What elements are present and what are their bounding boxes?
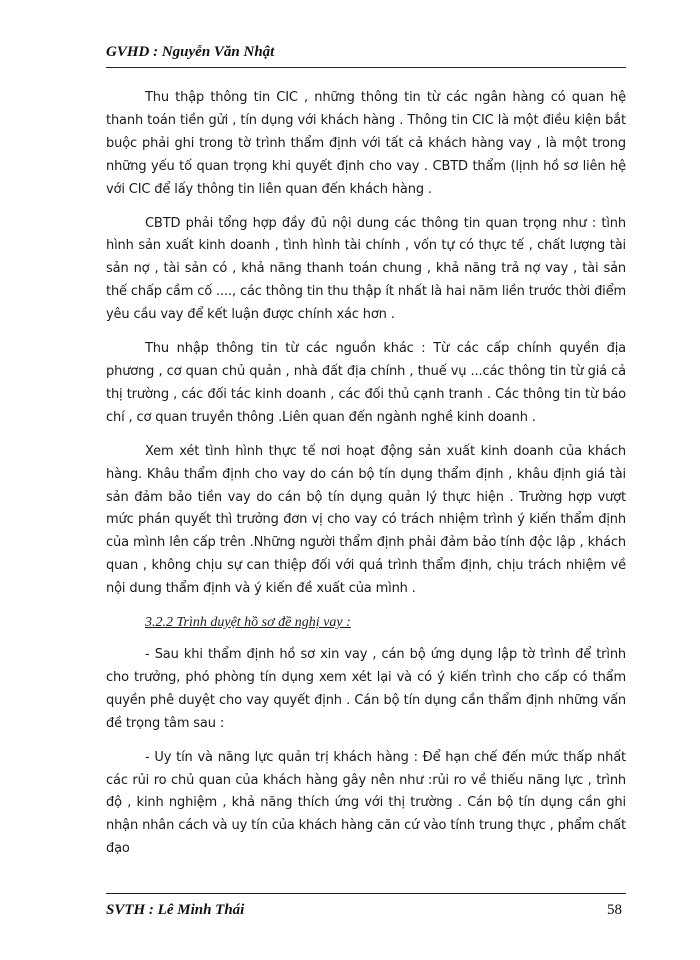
- section-heading-text: 3.2.2 Trình duyệt hồ sơ đề nghị vay :: [145, 615, 351, 631]
- footer-rule: [106, 893, 626, 894]
- paragraph-cbtd: CBTD phải tổng hợp đầy đủ nội dung các thông tin quan trọng như : tình hình sản xuất kinh doanh , tình hình tài chính , vốn tự có thực tế , chất lượng tài sản nợ , tài sản có , khả năng thanh toán chung , khả năng trả nợ vay , tài sản thế chấp cầm cố ...., các thông tin thu thập ít nhất là hai năm liền trước thời điểm yêu cầu vay để kết luận được chính xác hơn .: [106, 215, 626, 323]
- supervisor-label: GVHD : Nguyễn Văn Nhật: [106, 44, 275, 60]
- paragraph-site-review: Xem xét tình hình thực tế nơi hoạt động sản xuất kinh doanh của khách hàng. Khâu thẩm định cho vay do cán bộ tín dụng thẩm định , khâu định giá tài sản đảm bảo tiền vay do cán bộ tín dụng quản lý thực hiện . Trường hợp vượt mức phán quyết thì trưởng đơn vị cho vay có trách nhiệm trình ý kiến thẩm định của mình lên cấp trên .Những người thẩm định phải đảm bảo tính độc lập , khách quan , không chịu sự can thiệp đối với quá trình thẩm định, chịu trách nhiệm về nội dung thẩm định và ý kiến đề xuất của mình .: [106, 443, 626, 597]
- page-footer: [106, 893, 626, 923]
- section-heading: [106, 612, 626, 634]
- header-rule: [106, 67, 626, 68]
- student-label: SVTH : Lê Minh Thái: [106, 902, 245, 918]
- paragraph-submission: - Sau khi thẩm định hồ sơ xin vay , cán bộ ứng dụng lập tờ trình để trình cho trưởng, phó phòng tín dụng xem xét lại và có ý kiến trình cho cấp có thẩm quyền phê duyệt cho vay quyết định . Cán bộ tín dụng cần thẩm định những vấn đề trọng tâm sau :: [106, 647, 626, 731]
- page-body: [106, 87, 626, 872]
- page-header: [106, 44, 626, 68]
- paragraph-other-sources: Thu nhập thông tin từ các nguồn khác : Từ các cấp chính quyền địa phương , cơ quan chủ quản , nhà đất địa chính , thuế vụ ...các thông tin từ giá cả thị trường , các đối tác kinh doanh , các đối thủ cạnh tranh . Các thông tin từ báo chí , cơ quan truyền thông .Liên quan đến ngành nghề kinh doanh .: [106, 341, 626, 425]
- paragraph-reputation: - Uy tín và năng lực quản trị khách hàng : Để hạn chế đến mức thấp nhất các rủi ro chủ quan của khách hàng gây nên như :rủi ro về thiếu năng lực , trình độ , kinh nghiệm , khả năng thích ứng với thị trường . Cán bộ tín dụng cần ghi nhận nhân cách và uy tín của khách hàng căn cứ vào tính trung thực , phẩm chất đạo: [106, 749, 626, 857]
- page-number: 58: [607, 902, 622, 918]
- paragraph-cic: Thu thập thông tin CIC , những thông tin từ các ngân hàng có quan hệ thanh toán tiền gửi , tín dụng với khách hàng . Thông tin CIC là một điều kiện bắt buộc phải ghi trong tờ trình thẩm định với tất cả khách hàng vay , là một trong những yếu tố quan trọng khi quyết định cho vay . CBTD thẩm (lịnh hồ sơ liên hệ với CIC để lấy thông tin liên quan đến khách hàng .: [106, 90, 626, 197]
